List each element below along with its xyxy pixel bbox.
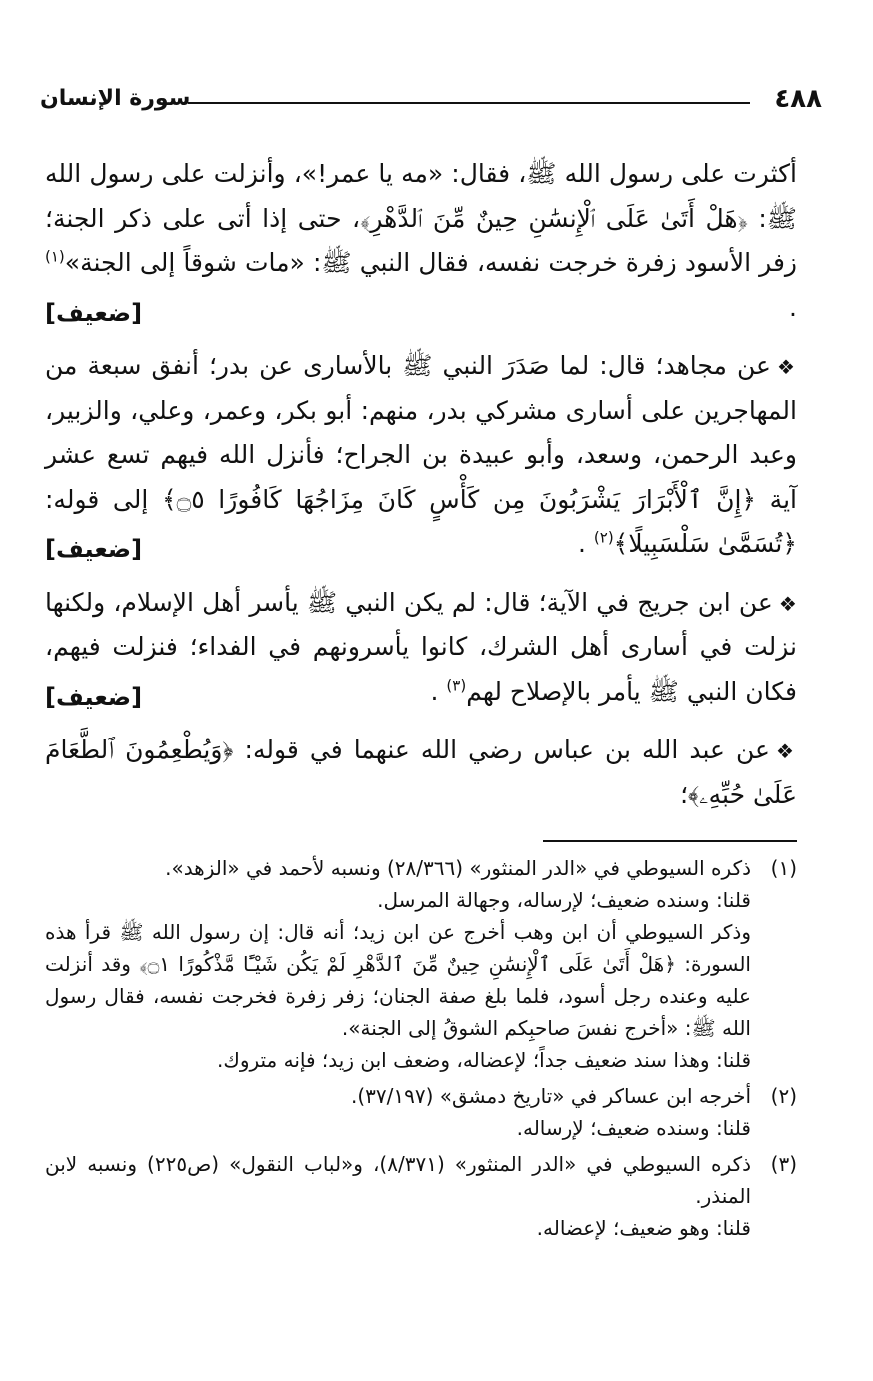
paragraph-text: عن ابن جريج في الآية؛ قال: لم يكن النبي ﷺ يأسر أهل الإسلام، ولكنها نزلت في أسارى أهل الشرك، كانوا يأسرونهم في الفداء؛ فنزلت فيهم، فكان النبي ﷺ يأمر بالإصلاح لهم <box>45 587 797 706</box>
paragraph-text: عن عبد الله بن عباس رضي الله عنهما في قوله: ﴿وَيُطْعِمُونَ ٱلطَّعَامَ عَلَىٰ حُبِّهِۦ﴾؛ <box>45 735 797 809</box>
page-header <box>40 82 822 126</box>
footnote-ref: (٢) <box>593 528 614 547</box>
footnote-rule <box>543 840 797 842</box>
footnote-2 <box>45 1080 797 1144</box>
footnote-line: ذكره السيوطي في «الدر المنثور» (٨/٣٧١)، و«لباب النقول» (ص٢٢٥) ونسبه لابن المنذر. <box>45 1152 751 1208</box>
paragraph-text: عن مجاهد؛ قال: لما صَدَرَ النبي ﷺ بالأسارى عن بدر؛ أنفق سبعة من المهاجرين على أسارى مشركي بدر، منهم: أبو بكر، وعمر، وعلي، والزبير، وعبد الرحمن، وسعد، وأبو عبيدة بن الجراح؛ فأنزل الله فيهم تسع عشر آية ﴿إِنَّ ٱلْأَبْرَارَ يَشْرَبُونَ مِن كَأْسٍ كَانَ مِزَاجُهَا كَافُورًا ۝٥﴾ إلى قوله: ﴿تُسَمَّىٰ سَلْسَبِيلًا﴾ <box>45 351 797 558</box>
footnote-body <box>45 1080 751 1144</box>
footnote-body <box>45 1148 751 1244</box>
footnote-line: قلنا: وسنده ضعيف؛ لإرساله، وجهالة المرسل. <box>377 888 751 912</box>
diamond-bullet-icon: ❖ <box>778 591 797 616</box>
footnote-3 <box>45 1148 797 1244</box>
footnote-line: قلنا: وسنده ضعيف؛ لإرساله. <box>516 1116 751 1140</box>
footnote-ref: (١) <box>45 247 65 266</box>
footnote-line: أخرجه ابن عساكر في «تاريخ دمشق» (٣٧/١٩٧). <box>350 1084 751 1108</box>
paragraph-end: . <box>577 529 594 558</box>
paragraph-end: . <box>789 292 797 322</box>
grade-label: [ضعيف] <box>45 682 143 711</box>
paragraph-2 <box>45 344 797 567</box>
grade-label: [ضعيف] <box>45 535 143 563</box>
grade-label: [ضعيف] <box>45 298 143 327</box>
footnote-ref: (٣) <box>446 676 467 695</box>
footnote-number: (٣) <box>770 1152 797 1176</box>
footnote-1 <box>45 852 797 1076</box>
paragraph-end: . <box>430 676 447 706</box>
footnotes <box>45 852 797 1244</box>
page-number: ٤٨٨ <box>774 84 822 114</box>
footnote-line: ذكره السيوطي في «الدر المنثور» (٢٨/٣٦٦) ونسبه لأحمد في «الزهد». <box>165 856 751 880</box>
paragraph-1 <box>45 152 797 330</box>
footnote-line: قلنا: وهذا سند ضعيف جداً؛ لإعضاله، وضعف ابن زيد؛ فإنه متروك. <box>216 1048 751 1072</box>
footnote-line: وذكر السيوطي أن ابن وهب أخرج عن ابن زيد؛ أنه قال: إن رسول الله ﷺ قرأ هذه السورة: ﴿هَلْ أَتَىٰ عَلَى ٱلْإِنسَٰنِ حِينٌ مِّنَ ٱلدَّهْرِ لَمْ يَكُن شَيْـًٔا مَّذْكُورًا ۝١﴾ وقد أنزلت عليه وعنده رجل أسود، فلما بلغ صفة الجنان؛ زفر زفرة فخرجت نفسه، فقال رسول الله ﷺ: «أخرج نفسَ صاحبِكم الشوقُ إلى الجنة». <box>45 920 751 1040</box>
footnote-number: (٢) <box>770 1084 797 1108</box>
paragraph-text: أكثرت على رسول الله ﷺ، فقال: «مه يا عمر!»، وأنزلت على رسول الله ﷺ: ﴿هَلْ أَتَىٰ عَلَى ٱلْإِنسَٰنِ حِينٌ مِّنَ ٱلدَّهْرِ﴾، حتى إذا أتى على ذكر الجنة؛ زفر الأسود زفرة خرجت نفسه، فقال النبي ﷺ: «مات شوقاً إلى الجنة» <box>45 159 797 277</box>
footnote-line: قلنا: وهو ضعيف؛ لإعضاله. <box>536 1216 751 1240</box>
paragraph-4 <box>45 728 797 817</box>
header-rule <box>188 102 750 104</box>
footnote-body <box>45 852 751 1076</box>
main-text <box>45 152 797 817</box>
paragraph-3 <box>45 581 797 715</box>
diamond-bullet-icon: ❖ <box>776 355 798 379</box>
sura-title: سورة الإنسان <box>40 86 191 111</box>
diamond-bullet-icon: ❖ <box>775 739 797 763</box>
footnote-number: (١) <box>770 856 797 880</box>
